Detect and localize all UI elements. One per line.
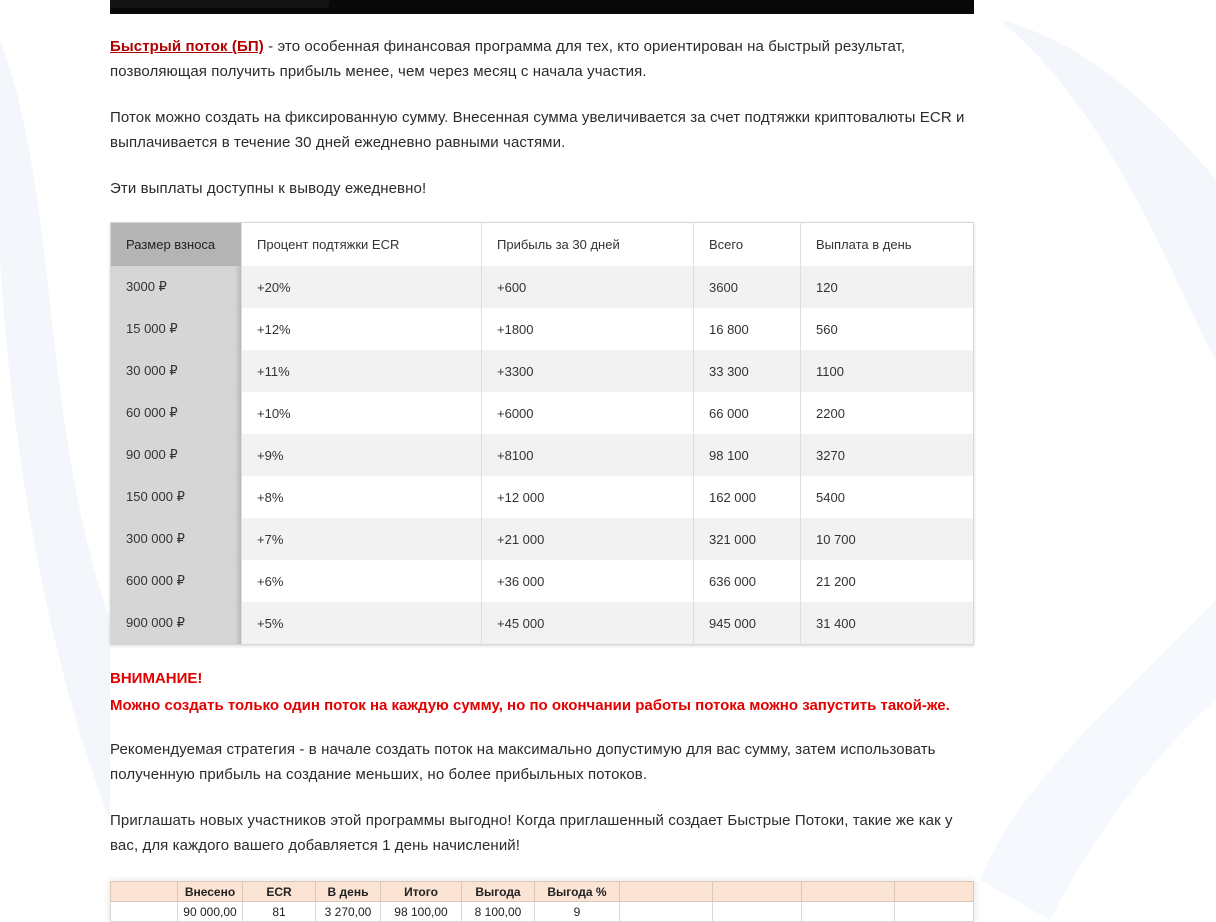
fast-flow-link[interactable]: Быстрый поток (БП) — [110, 38, 264, 55]
cell-total: 321 000 — [694, 518, 801, 560]
calc-header-row — [111, 882, 974, 902]
calc-cell — [802, 902, 895, 922]
table-row — [111, 476, 974, 518]
warning-block — [110, 665, 980, 719]
cell-deposit: 3000 ₽ — [111, 266, 242, 308]
calc-header-empty — [620, 882, 713, 902]
cell-daily: 560 — [801, 308, 974, 350]
cell-percent: +20% — [242, 266, 482, 308]
warning-title: ВНИМАНИЕ! — [110, 670, 203, 687]
cell-profit: +3300 — [482, 350, 694, 392]
cell-profit: +600 — [482, 266, 694, 308]
cell-daily: 31 400 — [801, 602, 974, 645]
table-row — [111, 266, 974, 308]
calc-header-empty — [802, 882, 895, 902]
cell-deposit: 900 000 ₽ — [111, 602, 242, 645]
video-player-control[interactable] — [110, 0, 329, 8]
cell-profit: +8100 — [482, 434, 694, 476]
calc-header-empty — [111, 882, 178, 902]
table-row — [111, 602, 974, 645]
table-row — [111, 434, 974, 476]
table-row — [111, 308, 974, 350]
cell-deposit: 60 000 ₽ — [111, 392, 242, 434]
cell-deposit: 600 000 ₽ — [111, 560, 242, 602]
cell-profit: +21 000 — [482, 518, 694, 560]
calc-cell-total: 98 100,00 — [381, 902, 462, 922]
cell-profit: +36 000 — [482, 560, 694, 602]
calc-header-per-day: В день — [316, 882, 381, 902]
paragraph-referral: Приглашать новых участников этой программы выгодно! Когда приглашенный создает Быстрые Потоки, такие же как у вас, для каждого вашего добавляется 1 день начислений! — [110, 812, 953, 854]
table-row — [111, 392, 974, 434]
cell-percent: +11% — [242, 350, 482, 392]
cell-total: 66 000 — [694, 392, 801, 434]
table-header-row — [111, 223, 974, 267]
calculator-table — [110, 881, 974, 922]
cell-deposit: 90 000 ₽ — [111, 434, 242, 476]
calc-header-total: Итого — [381, 882, 462, 902]
cell-deposit: 15 000 ₽ — [111, 308, 242, 350]
cell-percent: +10% — [242, 392, 482, 434]
cell-percent: +5% — [242, 602, 482, 645]
calc-cell — [111, 902, 178, 922]
calc-cell-benefit-percent: 9 — [535, 902, 620, 922]
cell-profit: +1800 — [482, 308, 694, 350]
table-row — [111, 350, 974, 392]
intro-text: - это особенная финансовая программа для тех, кто ориентирован на быстрый результат, позволяющая получить прибыль менее, чем через месяц с начала участия. — [110, 38, 906, 80]
warning-text: Можно создать только один поток на каждую сумму, но по окончании работы потока можно запустить такой-же. — [110, 697, 950, 714]
cell-percent: +6% — [242, 560, 482, 602]
flows-table — [110, 222, 974, 645]
cell-daily: 3270 — [801, 434, 974, 476]
cell-profit: +6000 — [482, 392, 694, 434]
cell-percent: +9% — [242, 434, 482, 476]
cell-daily: 2200 — [801, 392, 974, 434]
cell-total: 636 000 — [694, 560, 801, 602]
intro-paragraph — [110, 34, 980, 84]
cell-percent: +12% — [242, 308, 482, 350]
calc-cell-benefit: 8 100,00 — [462, 902, 535, 922]
calc-cell — [895, 902, 974, 922]
cell-total: 33 300 — [694, 350, 801, 392]
paragraph-description: Поток можно создать на фиксированную сумму. Внесенная сумма увеличивается за счет подтяжки криптовалюты ECR и выплачивается в течение 30 дней ежедневно равными частями. — [110, 109, 965, 151]
header-total: Всего — [694, 223, 801, 267]
calc-header-benefit-percent: Выгода % — [535, 882, 620, 902]
cell-daily: 1100 — [801, 350, 974, 392]
cell-deposit: 300 000 ₽ — [111, 518, 242, 560]
table-row — [111, 560, 974, 602]
video-player-bar[interactable] — [110, 0, 974, 14]
calc-header-ecr: ECR — [243, 882, 316, 902]
cell-deposit: 150 000 ₽ — [111, 476, 242, 518]
cell-total: 162 000 — [694, 476, 801, 518]
calc-cell-deposited: 90 000,00 — [178, 902, 243, 922]
header-deposit: Размер взноса — [111, 223, 242, 267]
calc-header-deposited: Внесено — [178, 882, 243, 902]
calc-header-empty — [895, 882, 974, 902]
calc-cell-ecr: 81 — [243, 902, 316, 922]
cell-total: 16 800 — [694, 308, 801, 350]
header-daily-payout: Выплата в день — [801, 223, 974, 267]
paragraph-payout-note: Эти выплаты доступны к выводу ежедневно! — [110, 180, 427, 197]
cell-percent: +7% — [242, 518, 482, 560]
calc-header-empty — [713, 882, 802, 902]
cell-daily: 5400 — [801, 476, 974, 518]
cell-percent: +8% — [242, 476, 482, 518]
header-profit: Прибыль за 30 дней — [482, 223, 694, 267]
article-content — [110, 34, 980, 858]
calc-row — [111, 902, 974, 922]
calc-cell — [713, 902, 802, 922]
paragraph-strategy: Рекомендуемая стратегия - в начале создать поток на максимально допустимую для вас сумму, затем использовать полученную прибыль на создание меньших, но более прибыльных потоков. — [110, 741, 936, 783]
cell-daily: 21 200 — [801, 560, 974, 602]
cell-total: 945 000 — [694, 602, 801, 645]
cell-profit: +45 000 — [482, 602, 694, 645]
calc-cell — [620, 902, 713, 922]
cell-daily: 120 — [801, 266, 974, 308]
calculator-table-container — [110, 881, 974, 922]
table-row — [111, 518, 974, 560]
cell-daily: 10 700 — [801, 518, 974, 560]
cell-total: 98 100 — [694, 434, 801, 476]
calc-header-benefit: Выгода — [462, 882, 535, 902]
cell-profit: +12 000 — [482, 476, 694, 518]
calc-cell-per-day: 3 270,00 — [316, 902, 381, 922]
header-ecr-percent: Процент подтяжки ECR — [242, 223, 482, 267]
cell-deposit: 30 000 ₽ — [111, 350, 242, 392]
cell-total: 3600 — [694, 266, 801, 308]
